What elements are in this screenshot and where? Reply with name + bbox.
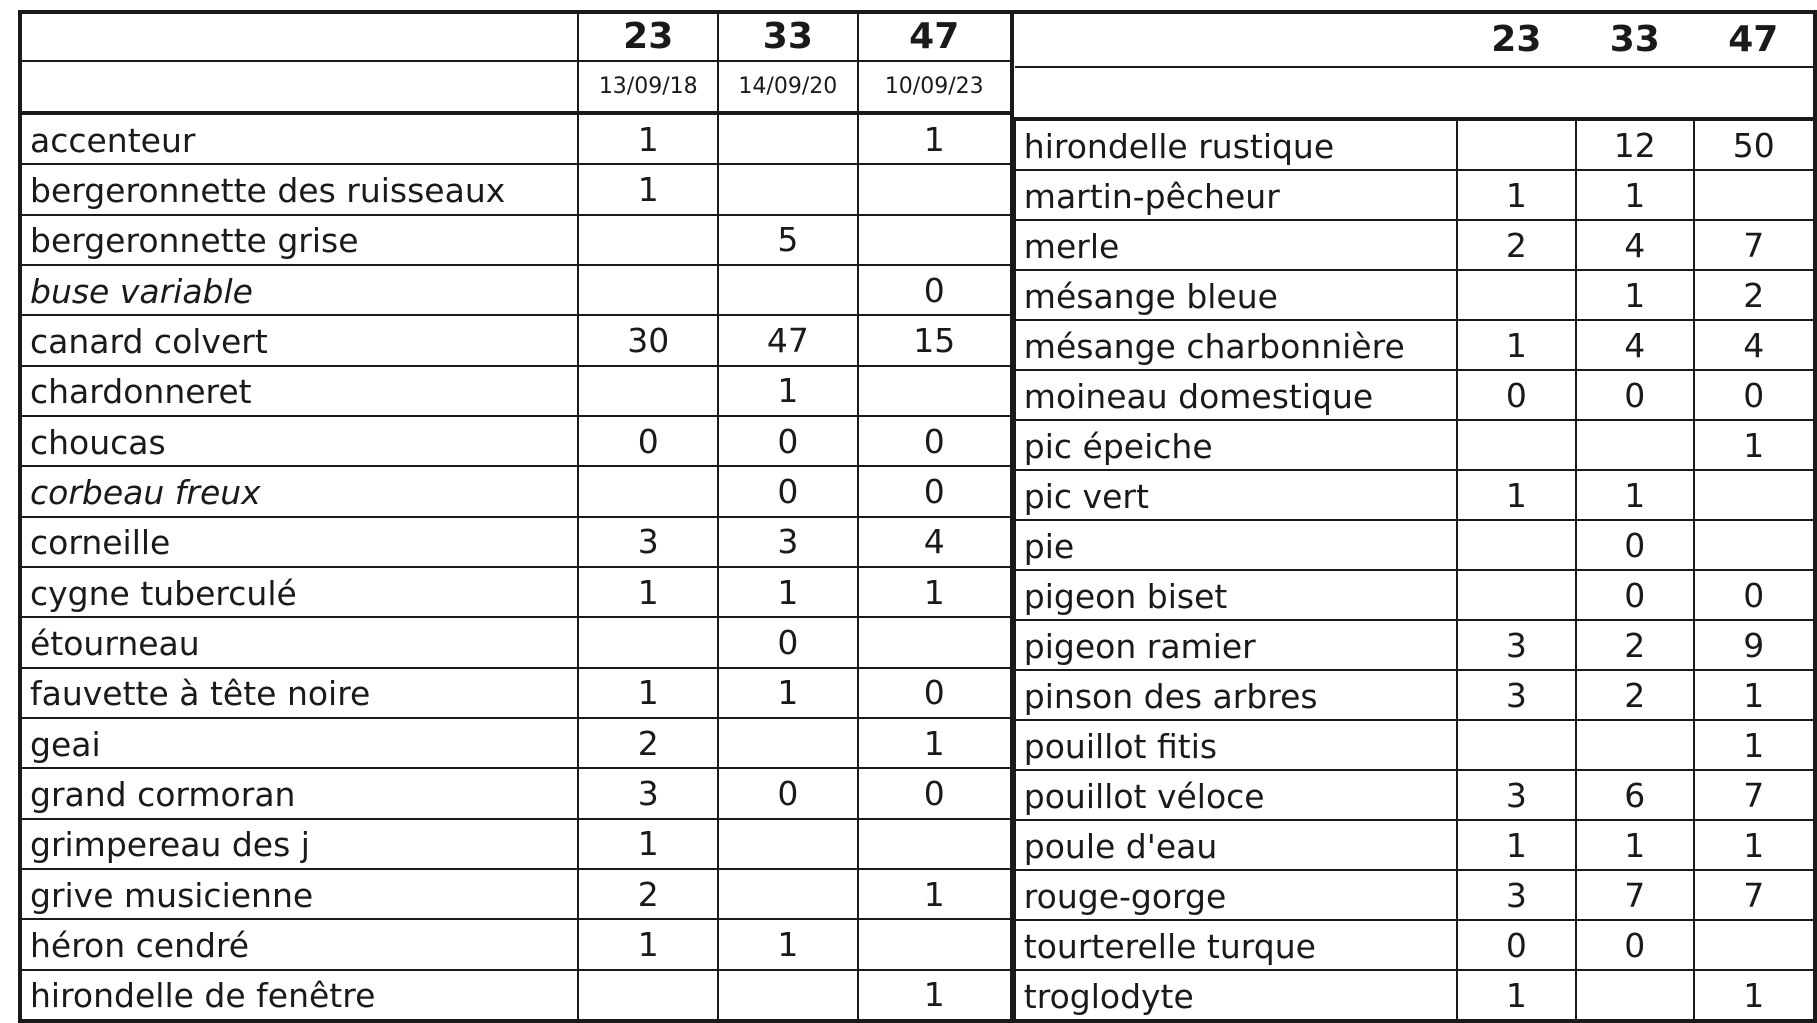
- table-row: [1015, 420, 1813, 470]
- column-date-1: 13/09/18: [578, 61, 718, 113]
- species-name: canard colvert: [22, 315, 578, 365]
- count-cell: 0: [858, 265, 1012, 315]
- count-cell: 1: [1694, 970, 1813, 1019]
- table-row: [1015, 920, 1813, 970]
- species-name: rouge-gorge: [1015, 870, 1457, 920]
- count-cell: 1: [1694, 720, 1813, 770]
- species-name: mésange bleue: [1015, 270, 1457, 320]
- table-row: [22, 919, 1012, 969]
- count-cell: 3: [718, 517, 858, 567]
- count-cell: [578, 970, 718, 1019]
- count-cell: 1: [858, 970, 1012, 1019]
- table-row: [22, 113, 1012, 164]
- species-name: hirondelle de fenêtre: [22, 970, 578, 1019]
- count-cell: 1: [718, 567, 858, 617]
- count-cell: [1694, 170, 1813, 220]
- count-cell: 1: [578, 668, 718, 718]
- count-cell: 3: [1457, 870, 1576, 920]
- table-row: [1015, 620, 1813, 670]
- count-cell: [1694, 920, 1813, 970]
- header-blank-cell: [1015, 67, 1457, 119]
- species-name: pie: [1015, 520, 1457, 570]
- header-blank-cell: [22, 14, 578, 61]
- species-name: corbeau freux: [22, 466, 578, 516]
- count-cell: [1576, 720, 1693, 770]
- table-row: [1015, 770, 1813, 820]
- count-cell: 47: [718, 315, 858, 365]
- species-name: grand cormoran: [22, 768, 578, 818]
- count-cell: 0: [1576, 570, 1693, 620]
- count-cell: [858, 215, 1012, 265]
- count-cell: [858, 819, 1012, 869]
- count-cell: [1457, 570, 1576, 620]
- table-row: [1015, 370, 1813, 420]
- column-date-3: 10/09/23: [858, 61, 1012, 113]
- table-row: [22, 366, 1012, 416]
- count-cell: [1694, 520, 1813, 570]
- table-row: [22, 517, 1012, 567]
- table-row: [22, 668, 1012, 718]
- count-cell: 1: [1457, 320, 1576, 370]
- species-name: troglodyte: [1015, 970, 1457, 1019]
- species-name: pigeon biset: [1015, 570, 1457, 620]
- count-cell: [578, 366, 718, 416]
- count-cell: 2: [578, 869, 718, 919]
- count-cell: 0: [1694, 370, 1813, 420]
- count-cell: 2: [1576, 670, 1693, 720]
- table-row: [1015, 570, 1813, 620]
- species-name: étourneau: [22, 617, 578, 667]
- count-cell: [578, 215, 718, 265]
- count-cell: 15: [858, 315, 1012, 365]
- species-name: héron cendré: [22, 919, 578, 969]
- species-name: buse variable: [22, 265, 578, 315]
- species-name: bergeronnette grise: [22, 215, 578, 265]
- table-row: [1015, 820, 1813, 870]
- count-cell: 3: [578, 517, 718, 567]
- count-cell: 3: [1457, 620, 1576, 670]
- count-cell: 4: [1576, 320, 1693, 370]
- count-cell: 0: [1694, 570, 1813, 620]
- table-row: [22, 215, 1012, 265]
- count-cell: 2: [1457, 220, 1576, 270]
- header-row-dates-blank: [1015, 67, 1813, 119]
- count-cell: 3: [1457, 670, 1576, 720]
- count-cell: 0: [858, 768, 1012, 818]
- count-cell: 0: [578, 416, 718, 466]
- column-header-47: 47: [1728, 19, 1779, 60]
- table-row: [1015, 220, 1813, 270]
- count-cell: 2: [1576, 620, 1693, 670]
- table-row: [1015, 170, 1813, 220]
- species-name: merle: [1015, 220, 1457, 270]
- count-cell: 7: [1694, 770, 1813, 820]
- count-cell: 4: [1694, 320, 1813, 370]
- header-row-dates: [22, 61, 1012, 113]
- count-cell: 0: [1576, 370, 1693, 420]
- species-name: geai: [22, 718, 578, 768]
- table-row: [22, 265, 1012, 315]
- species-name: tourterelle turque: [1015, 920, 1457, 970]
- count-cell: [578, 265, 718, 315]
- table-row: [1015, 470, 1813, 520]
- species-name: choucas: [22, 416, 578, 466]
- count-cell: [858, 617, 1012, 667]
- count-cell: [718, 164, 858, 214]
- count-cell: [1576, 970, 1693, 1019]
- header-row-numbers: [22, 14, 1012, 61]
- count-cell: 1: [858, 869, 1012, 919]
- count-cell: 0: [1576, 920, 1693, 970]
- count-cell: 1: [718, 668, 858, 718]
- count-cell: 1: [1576, 820, 1693, 870]
- count-cell: [1457, 119, 1576, 170]
- count-cell: 1: [578, 113, 718, 164]
- table-row: [22, 819, 1012, 869]
- count-cell: 0: [1576, 520, 1693, 570]
- count-cell: [858, 164, 1012, 214]
- count-cell: [718, 718, 858, 768]
- count-cell: 12: [1576, 119, 1693, 170]
- species-name: accenteur: [22, 113, 578, 164]
- count-cell: [718, 869, 858, 919]
- count-cell: [718, 113, 858, 164]
- header-blank-cell: [1457, 67, 1576, 119]
- table-row: [1015, 970, 1813, 1019]
- count-cell: 4: [1576, 220, 1693, 270]
- species-name: grive musicienne: [22, 869, 578, 919]
- count-cell: [578, 466, 718, 516]
- table-row: [22, 718, 1012, 768]
- table-row: [1015, 270, 1813, 320]
- table-row: [1015, 870, 1813, 920]
- count-cell: 1: [718, 366, 858, 416]
- species-name: pouillot fitis: [1015, 720, 1457, 770]
- count-cell: 0: [1457, 920, 1576, 970]
- count-cell: 2: [578, 718, 718, 768]
- species-name: chardonneret: [22, 366, 578, 416]
- count-cell: 3: [1457, 770, 1576, 820]
- count-cell: 0: [858, 416, 1012, 466]
- count-cell: [1457, 420, 1576, 470]
- species-name: pigeon ramier: [1015, 620, 1457, 670]
- count-cell: [718, 819, 858, 869]
- species-name: corneille: [22, 517, 578, 567]
- column-header-33: 33: [718, 14, 858, 61]
- species-name: poule d'eau: [1015, 820, 1457, 870]
- count-cell: 2: [1694, 270, 1813, 320]
- species-name: cygne tuberculé: [22, 567, 578, 617]
- count-cell: 1: [1457, 970, 1576, 1019]
- table-row: [22, 567, 1012, 617]
- count-cell: 0: [858, 668, 1012, 718]
- species-name: mésange charbonnière: [1015, 320, 1457, 370]
- species-name: hirondelle rustique: [1015, 119, 1457, 170]
- table-row: [22, 768, 1012, 818]
- count-cell: 1: [1576, 470, 1693, 520]
- species-name: bergeronnette des ruisseaux: [22, 164, 578, 214]
- species-name: pic épeiche: [1015, 420, 1457, 470]
- count-cell: 50: [1694, 119, 1813, 170]
- column-header-23: 23: [578, 14, 718, 61]
- count-cell: 1: [858, 567, 1012, 617]
- count-cell: [1457, 270, 1576, 320]
- left-table: [22, 14, 1014, 1019]
- count-cell: [858, 919, 1012, 969]
- count-cell: 1: [1694, 420, 1813, 470]
- table-row: [22, 466, 1012, 516]
- count-cell: [1457, 520, 1576, 570]
- count-cell: 0: [718, 617, 858, 667]
- table-row: [1015, 119, 1813, 170]
- count-cell: 1: [858, 718, 1012, 768]
- column-header-23: 23: [1491, 19, 1542, 60]
- header-blank-cell: [22, 61, 578, 113]
- table-row: [1015, 670, 1813, 720]
- table-row: [22, 869, 1012, 919]
- species-name: pinson des arbres: [1015, 670, 1457, 720]
- count-cell: 1: [1457, 170, 1576, 220]
- column-date-2: 14/09/20: [718, 61, 858, 113]
- count-cell: 0: [718, 416, 858, 466]
- count-cell: 0: [1457, 370, 1576, 420]
- count-cell: 1: [578, 919, 718, 969]
- count-cell: 1: [858, 113, 1012, 164]
- table-row: [1015, 520, 1813, 570]
- count-cell: 1: [1694, 820, 1813, 870]
- count-cell: 0: [718, 466, 858, 516]
- table-row: [22, 164, 1012, 214]
- count-cell: 4: [858, 517, 1012, 567]
- count-cell: 9: [1694, 620, 1813, 670]
- count-cell: 0: [858, 466, 1012, 516]
- count-cell: 6: [1576, 770, 1693, 820]
- count-cell: 1: [578, 819, 718, 869]
- count-cell: 1: [718, 919, 858, 969]
- count-cell: 0: [718, 768, 858, 818]
- count-cell: 1: [1576, 270, 1693, 320]
- header-blank-cell: [1576, 67, 1693, 119]
- header-row-numbers: [1015, 14, 1813, 67]
- species-name: grimpereau des j: [22, 819, 578, 869]
- count-cell: 3: [578, 768, 718, 818]
- bird-count-table: [18, 10, 1817, 1023]
- table-row: [22, 416, 1012, 466]
- count-cell: [858, 366, 1012, 416]
- count-cell: [1457, 720, 1576, 770]
- table-row: [1015, 320, 1813, 370]
- column-header-33: 33: [1609, 19, 1660, 60]
- count-cell: 7: [1576, 870, 1693, 920]
- count-cell: 1: [1576, 170, 1693, 220]
- count-cell: [718, 970, 858, 1019]
- species-name: fauvette à tête noire: [22, 668, 578, 718]
- count-cell: 5: [718, 215, 858, 265]
- count-cell: 7: [1694, 220, 1813, 270]
- right-table: [1014, 14, 1813, 1019]
- table-row: [22, 315, 1012, 365]
- header-blank-cell: [1694, 67, 1813, 119]
- count-cell: 1: [1457, 470, 1576, 520]
- table-row: [22, 617, 1012, 667]
- count-cell: 30: [578, 315, 718, 365]
- count-cell: [718, 265, 858, 315]
- count-cell: 1: [578, 164, 718, 214]
- count-cell: 1: [1457, 820, 1576, 870]
- count-cell: [578, 617, 718, 667]
- count-cell: 1: [578, 567, 718, 617]
- table-row: [1015, 720, 1813, 770]
- count-cell: [1576, 420, 1693, 470]
- column-header-47: 47: [858, 14, 1012, 61]
- species-name: pouillot véloce: [1015, 770, 1457, 820]
- species-name: martin-pêcheur: [1015, 170, 1457, 220]
- species-name: moineau domestique: [1015, 370, 1457, 420]
- count-cell: 7: [1694, 870, 1813, 920]
- count-cell: 1: [1694, 670, 1813, 720]
- count-cell: [1694, 470, 1813, 520]
- table-row: [22, 970, 1012, 1019]
- species-name: pic vert: [1015, 470, 1457, 520]
- header-blank-cell: [1015, 14, 1457, 67]
